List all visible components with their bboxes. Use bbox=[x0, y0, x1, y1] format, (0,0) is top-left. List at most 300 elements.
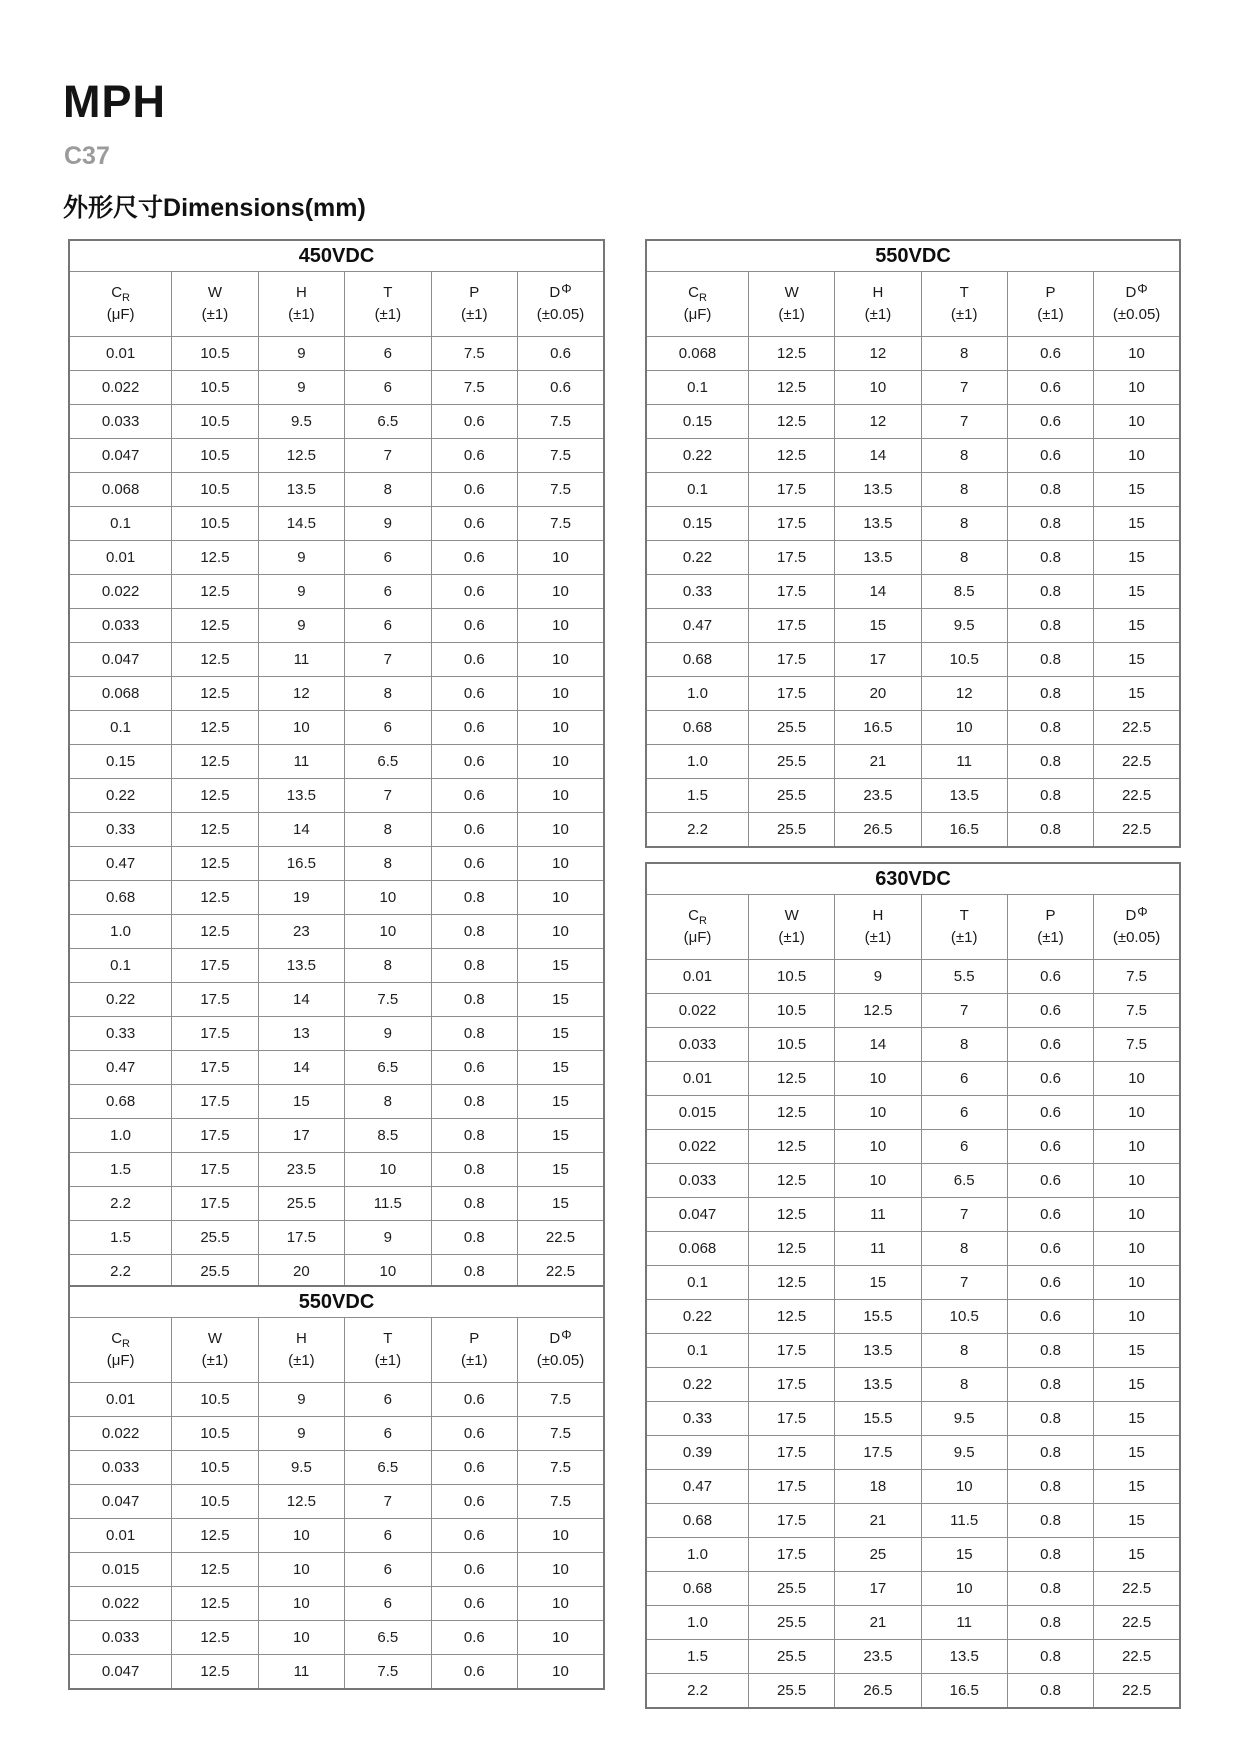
table-cell: 10.5 bbox=[921, 1300, 1007, 1334]
table-cell: 0.8 bbox=[1007, 1538, 1093, 1572]
table-cell: 26.5 bbox=[835, 813, 921, 848]
column-symbol: C bbox=[688, 284, 699, 302]
column-symbol-subscript: R bbox=[698, 915, 707, 928]
table-cell: 14 bbox=[258, 983, 344, 1017]
table-cell: 0.068 bbox=[646, 337, 749, 371]
table-cell: 12.5 bbox=[258, 439, 344, 473]
table-cell: 7.5 bbox=[518, 1383, 604, 1417]
table-cell: 12.5 bbox=[749, 1198, 835, 1232]
table-cell: 1.0 bbox=[646, 677, 749, 711]
table-cell: 15 bbox=[921, 1538, 1007, 1572]
table-row bbox=[646, 677, 1180, 711]
table-cell: 12.5 bbox=[172, 677, 258, 711]
table-cell: 10 bbox=[835, 1096, 921, 1130]
table-cell: 10 bbox=[345, 915, 431, 949]
table-row bbox=[69, 337, 604, 371]
table-cell: 1.0 bbox=[69, 915, 172, 949]
table-cell: 0.68 bbox=[646, 643, 749, 677]
table-cell: 15 bbox=[1094, 1504, 1180, 1538]
table-cell: 10 bbox=[345, 1255, 431, 1290]
table-cell: 12.5 bbox=[172, 575, 258, 609]
table-cell: 0.8 bbox=[1007, 1368, 1093, 1402]
table-cell: 17 bbox=[835, 1572, 921, 1606]
table-cell: 0.1 bbox=[69, 507, 172, 541]
table-cell: 9 bbox=[258, 575, 344, 609]
table-cell: 12.5 bbox=[749, 337, 835, 371]
table-cell: 0.6 bbox=[431, 1383, 517, 1417]
table-cell: 0.6 bbox=[1007, 1164, 1093, 1198]
table-cell: 15 bbox=[518, 949, 604, 983]
table-cell: 8 bbox=[921, 1334, 1007, 1368]
table-cell: 0.6 bbox=[431, 711, 517, 745]
table-cell: 0.1 bbox=[646, 473, 749, 507]
table-cell: 10.5 bbox=[172, 507, 258, 541]
table-cell: 17.5 bbox=[749, 1538, 835, 1572]
table-cell: 0.8 bbox=[1007, 677, 1093, 711]
table-cell: 1.0 bbox=[69, 1119, 172, 1153]
column-header bbox=[1007, 895, 1093, 960]
table-cell: 0.8 bbox=[431, 1255, 517, 1290]
table-row bbox=[69, 1587, 604, 1621]
table-cell: 0.6 bbox=[431, 847, 517, 881]
table-title-row bbox=[646, 240, 1180, 272]
table-row bbox=[69, 881, 604, 915]
column-tolerance: (±1) bbox=[201, 306, 229, 323]
table-cell: 11 bbox=[258, 643, 344, 677]
table-row bbox=[646, 405, 1180, 439]
table-cell: 10 bbox=[1094, 1062, 1180, 1096]
column-header bbox=[518, 1318, 604, 1383]
table-cell: 0.022 bbox=[69, 1417, 172, 1451]
table-cell: 12.5 bbox=[172, 1519, 258, 1553]
table-cell: 15 bbox=[835, 1266, 921, 1300]
table-cell: 26.5 bbox=[835, 1674, 921, 1709]
column-symbol: W bbox=[784, 907, 799, 925]
table-cell: 0.047 bbox=[646, 1198, 749, 1232]
table-cell: 22.5 bbox=[1094, 1640, 1180, 1674]
table-cell: 0.6 bbox=[431, 779, 517, 813]
table-cell: 17.5 bbox=[749, 1470, 835, 1504]
table-row bbox=[646, 1028, 1180, 1062]
column-symbol: C bbox=[688, 907, 699, 925]
table-row bbox=[69, 983, 604, 1017]
table-cell: 17.5 bbox=[172, 1153, 258, 1187]
table-cell: 0.33 bbox=[69, 813, 172, 847]
table-row bbox=[646, 1436, 1180, 1470]
table-cell: 12.5 bbox=[749, 1164, 835, 1198]
column-header bbox=[1094, 895, 1180, 960]
table-cell: 9 bbox=[835, 960, 921, 994]
table-cell: 8 bbox=[345, 847, 431, 881]
table-cell: 0.68 bbox=[646, 711, 749, 745]
section-heading bbox=[63, 188, 366, 224]
table-row bbox=[646, 1606, 1180, 1640]
table-cell: 7 bbox=[921, 371, 1007, 405]
table-cell: 0.8 bbox=[1007, 1674, 1093, 1709]
table-cell: 15 bbox=[1094, 473, 1180, 507]
table-cell: 10 bbox=[835, 1130, 921, 1164]
table-cell: 11.5 bbox=[345, 1187, 431, 1221]
table-cell: 15 bbox=[1094, 1334, 1180, 1368]
table-cell: 6 bbox=[345, 1553, 431, 1587]
table-row bbox=[646, 1232, 1180, 1266]
table-cell: 0.8 bbox=[1007, 1640, 1093, 1674]
table-cell: 12.5 bbox=[749, 1266, 835, 1300]
table-cell: 17.5 bbox=[172, 983, 258, 1017]
table-cell: 0.01 bbox=[69, 541, 172, 575]
table-cell: 11 bbox=[921, 745, 1007, 779]
table-cell: 6 bbox=[345, 609, 431, 643]
table-cell: 10 bbox=[518, 575, 604, 609]
table-row bbox=[69, 575, 604, 609]
table-cell: 12.5 bbox=[172, 847, 258, 881]
table-row bbox=[646, 473, 1180, 507]
table-title: 550VDC bbox=[646, 240, 1180, 272]
table-cell: 6.5 bbox=[921, 1164, 1007, 1198]
table-cell: 0.6 bbox=[431, 1451, 517, 1485]
table-cell: 23.5 bbox=[835, 779, 921, 813]
column-header bbox=[921, 272, 1007, 337]
table-cell: 12.5 bbox=[172, 881, 258, 915]
column-tolerance: (±0.05) bbox=[1112, 306, 1161, 323]
table-cell: 10.5 bbox=[749, 960, 835, 994]
column-symbol: P bbox=[1045, 907, 1056, 925]
table-row bbox=[646, 1402, 1180, 1436]
table-cell: 0.8 bbox=[431, 881, 517, 915]
table-row bbox=[646, 1470, 1180, 1504]
table-cell: 0.8 bbox=[431, 1153, 517, 1187]
table-cell: 10 bbox=[518, 745, 604, 779]
table-cell: 9 bbox=[345, 1017, 431, 1051]
table-cell: 0.22 bbox=[646, 1300, 749, 1334]
table-cell: 0.022 bbox=[69, 1587, 172, 1621]
table-cell: 0.68 bbox=[646, 1572, 749, 1606]
table-cell: 12 bbox=[921, 677, 1007, 711]
table-cell: 0.8 bbox=[431, 1119, 517, 1153]
table-cell: 15 bbox=[1094, 1538, 1180, 1572]
table-row bbox=[69, 677, 604, 711]
table-cell: 10 bbox=[258, 1519, 344, 1553]
table-cell: 9.5 bbox=[921, 1436, 1007, 1470]
table-cell: 0.6 bbox=[431, 1587, 517, 1621]
table-cell: 0.8 bbox=[1007, 541, 1093, 575]
table-cell: 17.5 bbox=[172, 1119, 258, 1153]
table-cell: 0.8 bbox=[1007, 575, 1093, 609]
table-cell: 1.0 bbox=[646, 1538, 749, 1572]
section-heading-en: Dimensions(mm) bbox=[163, 194, 366, 222]
table-row bbox=[646, 1572, 1180, 1606]
table-cell: 0.47 bbox=[646, 609, 749, 643]
table-cell: 10 bbox=[345, 881, 431, 915]
table-row bbox=[646, 1504, 1180, 1538]
column-header bbox=[835, 272, 921, 337]
table-cell: 0.6 bbox=[1007, 1232, 1093, 1266]
column-symbol: H bbox=[872, 907, 884, 925]
table-cell: 10 bbox=[1094, 405, 1180, 439]
table-row bbox=[69, 1485, 604, 1519]
table-cell: 0.6 bbox=[1007, 1062, 1093, 1096]
table-row bbox=[646, 711, 1180, 745]
table-cell: 11 bbox=[921, 1606, 1007, 1640]
table-cell: 0.033 bbox=[69, 609, 172, 643]
table-cell: 6 bbox=[921, 1096, 1007, 1130]
table-cell: 10 bbox=[518, 643, 604, 677]
column-tolerance: (μF) bbox=[106, 306, 135, 323]
table-cell: 15 bbox=[1094, 575, 1180, 609]
column-header bbox=[749, 895, 835, 960]
table-cell: 12 bbox=[835, 337, 921, 371]
table-cell: 22.5 bbox=[1094, 711, 1180, 745]
table-row bbox=[646, 1062, 1180, 1096]
table-cell: 0.8 bbox=[1007, 813, 1093, 848]
table-cell: 10 bbox=[1094, 1266, 1180, 1300]
table-cell: 0.8 bbox=[1007, 1402, 1093, 1436]
table-cell: 1.5 bbox=[646, 1640, 749, 1674]
table-cell: 21 bbox=[835, 745, 921, 779]
table-cell: 10.5 bbox=[172, 337, 258, 371]
column-header bbox=[835, 895, 921, 960]
table-cell: 0.033 bbox=[646, 1164, 749, 1198]
table-cell: 2.2 bbox=[69, 1255, 172, 1290]
table-cell: 12 bbox=[835, 405, 921, 439]
table-cell: 0.6 bbox=[1007, 1198, 1093, 1232]
table-cell: 0.6 bbox=[431, 609, 517, 643]
table-cell: 8 bbox=[921, 473, 1007, 507]
table-row bbox=[646, 337, 1180, 371]
table-cell: 25.5 bbox=[172, 1221, 258, 1255]
table-cell: 7 bbox=[345, 779, 431, 813]
table-cell: 14 bbox=[835, 439, 921, 473]
table-cell: 1.0 bbox=[646, 745, 749, 779]
table-column-header-row bbox=[646, 272, 1180, 337]
table-cell: 10 bbox=[518, 541, 604, 575]
table-cell: 9.5 bbox=[258, 405, 344, 439]
table-cell: 15 bbox=[1094, 609, 1180, 643]
table-cell: 13.5 bbox=[258, 473, 344, 507]
phi-symbol: Φ bbox=[1137, 904, 1148, 920]
table-cell: 17.5 bbox=[749, 609, 835, 643]
section-heading-cn: 外形尺寸 bbox=[63, 194, 164, 222]
table-cell: 15.5 bbox=[835, 1300, 921, 1334]
table-cell: 0.8 bbox=[1007, 779, 1093, 813]
table-cell: 0.6 bbox=[431, 643, 517, 677]
table-cell: 12.5 bbox=[172, 745, 258, 779]
table-cell: 10 bbox=[1094, 1130, 1180, 1164]
table-cell: 0.22 bbox=[69, 983, 172, 1017]
table-row bbox=[646, 1266, 1180, 1300]
table-row bbox=[646, 1334, 1180, 1368]
table-cell: 25.5 bbox=[749, 1606, 835, 1640]
column-symbol: H bbox=[872, 284, 884, 302]
table-title-row bbox=[646, 863, 1180, 895]
table-cell: 21 bbox=[835, 1504, 921, 1538]
table-cell: 7 bbox=[921, 1198, 1007, 1232]
table-cell: 15 bbox=[835, 609, 921, 643]
table-cell: 10 bbox=[835, 1164, 921, 1198]
table-cell: 10 bbox=[518, 609, 604, 643]
table-cell: 7 bbox=[921, 994, 1007, 1028]
table-cell: 20 bbox=[258, 1255, 344, 1290]
table-row bbox=[646, 745, 1180, 779]
table-cell: 0.8 bbox=[1007, 1572, 1093, 1606]
table-cell: 25.5 bbox=[749, 1572, 835, 1606]
table-cell: 17.5 bbox=[749, 643, 835, 677]
table-cell: 17.5 bbox=[749, 575, 835, 609]
table-cell: 10 bbox=[518, 711, 604, 745]
column-tolerance: (±1) bbox=[950, 929, 978, 946]
table-cell: 15 bbox=[1094, 677, 1180, 711]
table-cell: 0.8 bbox=[431, 949, 517, 983]
table-cell: 7 bbox=[345, 1485, 431, 1519]
table-cell: 9 bbox=[258, 337, 344, 371]
table-cell: 2.2 bbox=[69, 1187, 172, 1221]
column-symbol: W bbox=[784, 284, 799, 302]
table-row bbox=[69, 1383, 604, 1417]
table-row bbox=[646, 1164, 1180, 1198]
column-symbol: W bbox=[207, 284, 223, 302]
table-cell: 10 bbox=[1094, 1198, 1180, 1232]
table-cell: 17.5 bbox=[749, 507, 835, 541]
table-cell: 22.5 bbox=[1094, 1572, 1180, 1606]
table-cell: 0.47 bbox=[69, 847, 172, 881]
phi-symbol: Φ bbox=[561, 1327, 572, 1343]
column-tolerance: (±0.05) bbox=[1112, 929, 1161, 946]
table-title-row bbox=[69, 240, 604, 272]
table-cell: 0.6 bbox=[1007, 994, 1093, 1028]
table-cell: 13.5 bbox=[835, 507, 921, 541]
table-cell: 6.5 bbox=[345, 1621, 431, 1655]
table-cell: 1.5 bbox=[646, 779, 749, 813]
table-cell: 10 bbox=[921, 1470, 1007, 1504]
table-cell: 10 bbox=[258, 1587, 344, 1621]
table-cell: 0.68 bbox=[646, 1504, 749, 1538]
table-column-header-row bbox=[69, 1318, 604, 1383]
table-cell: 17.5 bbox=[749, 677, 835, 711]
table-cell: 6 bbox=[345, 711, 431, 745]
table-cell: 25.5 bbox=[258, 1187, 344, 1221]
column-header bbox=[646, 272, 749, 337]
table-cell: 7.5 bbox=[345, 983, 431, 1017]
table-cell: 10 bbox=[258, 1553, 344, 1587]
table-cell: 7.5 bbox=[518, 1417, 604, 1451]
table-cell: 0.015 bbox=[646, 1096, 749, 1130]
table-row bbox=[646, 575, 1180, 609]
table-cell: 12.5 bbox=[749, 1300, 835, 1334]
table-row bbox=[69, 439, 604, 473]
table-cell: 20 bbox=[835, 677, 921, 711]
table-column-header-row bbox=[69, 272, 604, 337]
table-cell: 17.5 bbox=[749, 1368, 835, 1402]
table-cell: 1.5 bbox=[69, 1221, 172, 1255]
table-cell: 0.22 bbox=[646, 541, 749, 575]
table-cell: 2.2 bbox=[646, 1674, 749, 1709]
table-cell: 17.5 bbox=[835, 1436, 921, 1470]
table-cell: 10 bbox=[518, 779, 604, 813]
table-cell: 16.5 bbox=[835, 711, 921, 745]
table-cell: 15 bbox=[518, 1153, 604, 1187]
table-cell: 0.047 bbox=[69, 1485, 172, 1519]
column-symbol: T bbox=[959, 907, 969, 925]
table-row bbox=[69, 1085, 604, 1119]
table-cell: 9 bbox=[258, 541, 344, 575]
column-symbol: H bbox=[295, 1330, 307, 1348]
table-cell: 12.5 bbox=[258, 1485, 344, 1519]
table-cell: 7.5 bbox=[518, 1451, 604, 1485]
column-symbol: T bbox=[383, 1330, 393, 1348]
table-cell: 8 bbox=[921, 439, 1007, 473]
column-symbol-subscript: R bbox=[122, 292, 130, 305]
table-cell: 0.01 bbox=[646, 960, 749, 994]
table-cell: 0.01 bbox=[69, 1519, 172, 1553]
table-cell: 9 bbox=[345, 507, 431, 541]
table-cell: 6.5 bbox=[345, 745, 431, 779]
table-cell: 15 bbox=[518, 1017, 604, 1051]
table-cell: 6 bbox=[345, 337, 431, 371]
column-symbol: P bbox=[1045, 284, 1056, 302]
table-cell: 6 bbox=[345, 1587, 431, 1621]
table-cell: 0.8 bbox=[1007, 643, 1093, 677]
table-cell: 0.6 bbox=[431, 745, 517, 779]
table-cell: 0.6 bbox=[1007, 337, 1093, 371]
table-cell: 15 bbox=[1094, 541, 1180, 575]
table-cell: 11 bbox=[835, 1232, 921, 1266]
table-cell: 10 bbox=[835, 1062, 921, 1096]
table-cell: 0.015 bbox=[69, 1553, 172, 1587]
table-row bbox=[69, 1153, 604, 1187]
table-cell: 12.5 bbox=[835, 994, 921, 1028]
table-cell: 12.5 bbox=[749, 1096, 835, 1130]
table-cell: 0.047 bbox=[69, 439, 172, 473]
table-title: 550VDC bbox=[69, 1286, 604, 1318]
table-cell: 14.5 bbox=[258, 507, 344, 541]
table-cell: 0.6 bbox=[1007, 371, 1093, 405]
table-cell: 0.022 bbox=[646, 1130, 749, 1164]
table-cell: 0.033 bbox=[69, 1621, 172, 1655]
table-cell: 12.5 bbox=[172, 609, 258, 643]
table-cell: 25.5 bbox=[749, 745, 835, 779]
table-cell: 0.6 bbox=[431, 1417, 517, 1451]
table-cell: 15 bbox=[1094, 1368, 1180, 1402]
table-cell: 12.5 bbox=[172, 1553, 258, 1587]
table-cell: 10.5 bbox=[172, 371, 258, 405]
table-cell: 7.5 bbox=[518, 439, 604, 473]
table-cell: 0.1 bbox=[646, 1266, 749, 1300]
table-cell: 12.5 bbox=[172, 915, 258, 949]
table-cell: 9 bbox=[345, 1221, 431, 1255]
column-header bbox=[518, 272, 604, 337]
table-cell: 0.8 bbox=[1007, 1504, 1093, 1538]
series-code: C37 bbox=[64, 142, 110, 170]
table-cell: 0.47 bbox=[69, 1051, 172, 1085]
table-row bbox=[69, 1553, 604, 1587]
column-symbol: D bbox=[549, 284, 561, 302]
table-cell: 13.5 bbox=[921, 1640, 1007, 1674]
table-cell: 25.5 bbox=[749, 1674, 835, 1709]
table-row bbox=[646, 1368, 1180, 1402]
table-cell: 9 bbox=[258, 371, 344, 405]
page-title: MPH bbox=[63, 76, 166, 127]
column-tolerance: (±1) bbox=[461, 1352, 488, 1369]
table-cell: 12.5 bbox=[749, 405, 835, 439]
table-cell: 10.5 bbox=[172, 1383, 258, 1417]
table-cell: 0.8 bbox=[1007, 473, 1093, 507]
dimensions-table-550vdc-left bbox=[68, 1285, 605, 1690]
table-cell: 0.22 bbox=[69, 779, 172, 813]
table-cell: 0.6 bbox=[431, 813, 517, 847]
table-cell: 8 bbox=[345, 677, 431, 711]
column-symbol: W bbox=[207, 1330, 223, 1348]
table-row bbox=[69, 371, 604, 405]
